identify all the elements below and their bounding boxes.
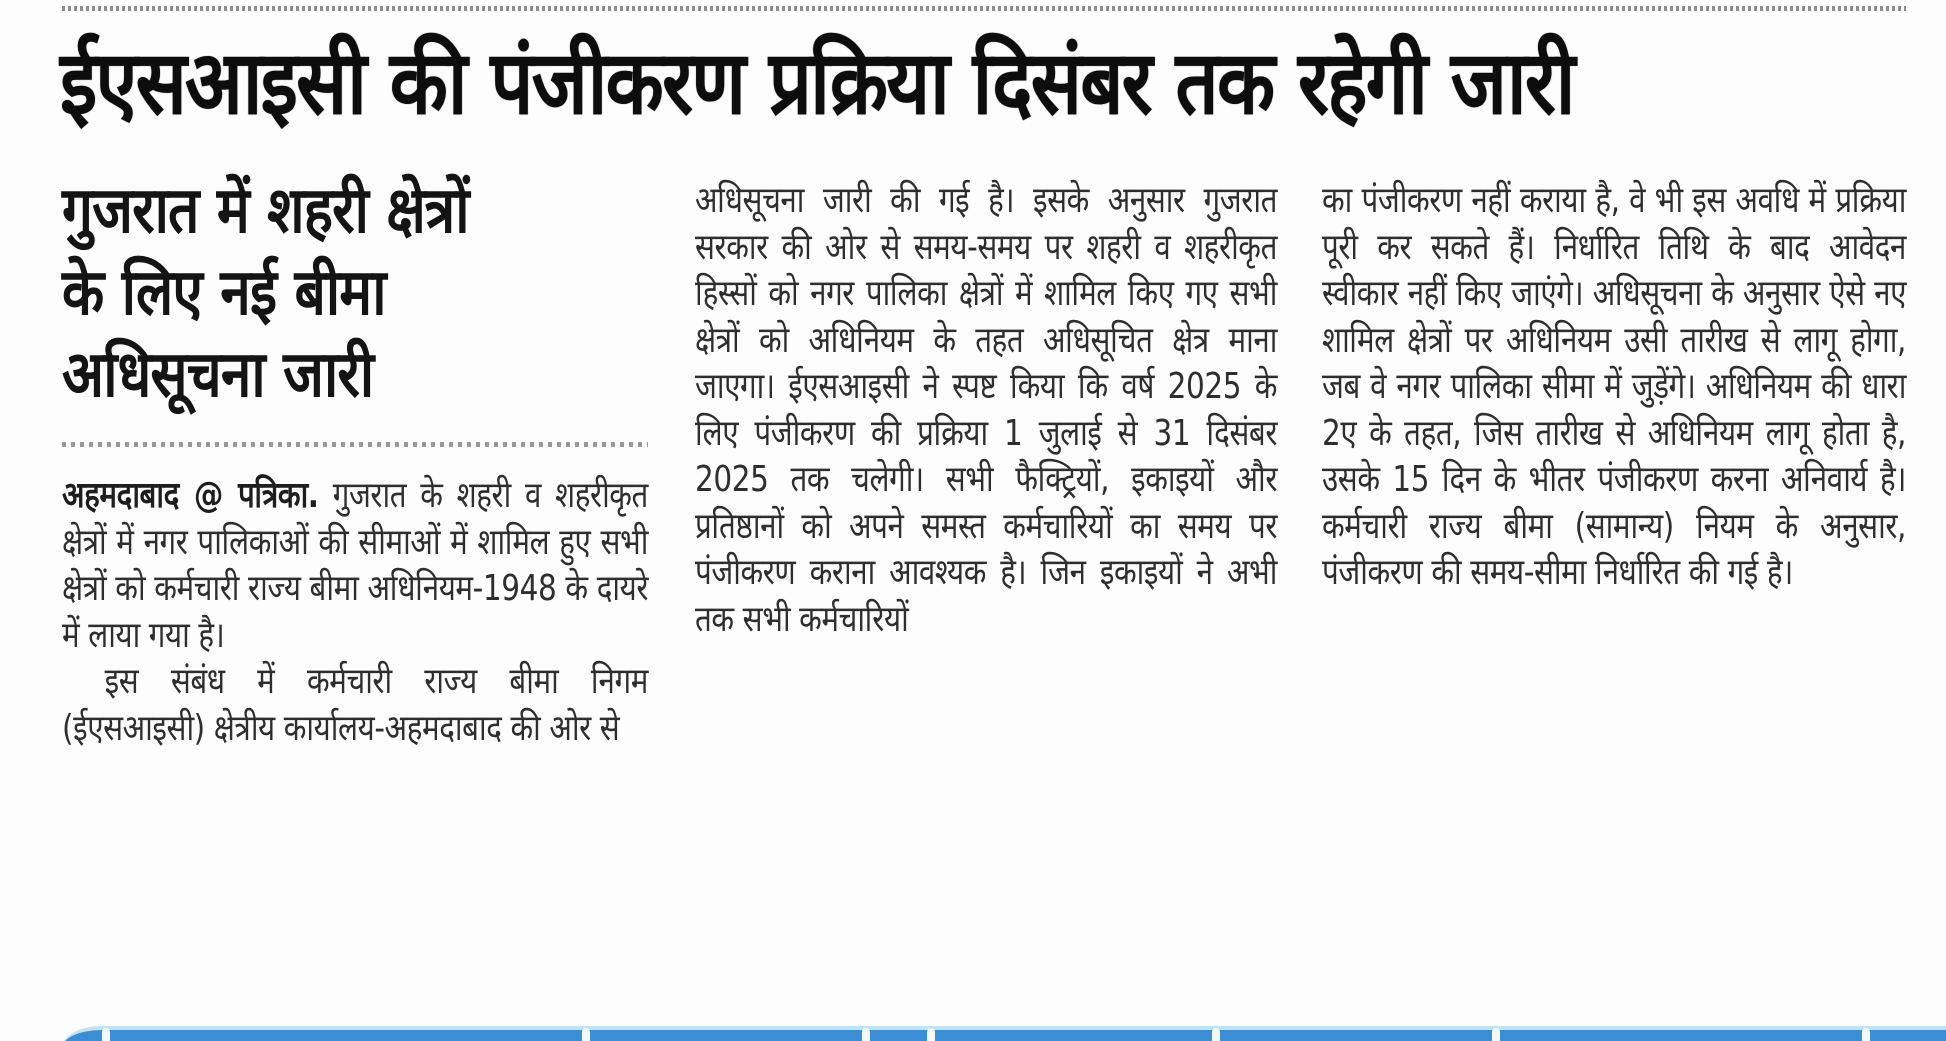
right-column-text: का पंजीकरण नहीं कराया है, वे भी इस अवधि में प्रक्रिया पूरी कर सकते हैं। निर्धारित तिथि के बाद आवेदन स्वीकार नहीं किए जाएंगे। अधिसूचना के अनुसार ऐसे नए शामिल क्षेत्रों पर अधिनियम उसी तारीख से लागू होगा, जब वे नगर पालिका सीमा में जुड़ेंगे। अधिनियम की धारा 2ए के तहत, जिस तारीख से अधिनियम लागू होता है, उसके 15 दिन के भीतर पंजीकरण करना अनिवार्य है। कर्मचारी राज्य बीमा (सामान्य) नियम के अनुसार, पंजीकरण की समय-सीमा निर्धारित की गई है। xyxy=(1322,180,1906,593)
subheadline-text xyxy=(62,170,648,416)
subheadline-line-1: गुजरात में शहरी क्षेत्रों xyxy=(62,174,469,248)
subheadline-dotted-rule xyxy=(62,442,648,447)
paragraph-2: इस संबंध में कर्मचारी राज्य बीमा निगम (ईएसआइसी) क्षेत्रीय कार्यालय-अहमदाबाद की ओर से xyxy=(62,661,648,749)
bottom-blue-banner xyxy=(62,1026,1946,1041)
dateline: अहमदाबाद @ पत्रिका. xyxy=(62,475,319,516)
article-column-middle xyxy=(695,178,1277,643)
subheadline xyxy=(62,170,648,416)
left-column-body xyxy=(62,473,648,752)
paragraph-lead xyxy=(62,473,648,659)
article-column-left xyxy=(62,174,648,752)
middle-column-text: अधिसूचना जारी की गई है। इसके अनुसार गुजरात सरकार की ओर से समय-समय पर शहरी व शहरीकृत हिस्सों को नगर पालिका क्षेत्रों में शामिल किए गए सभी क्षेत्रों को अधिनियम के तहत अधिसूचित क्षेत्र माना जाएगा। ईएसआइसी ने स्पष्ट किया कि वर्ष 2025 के लिए पंजीकरण की प्रक्रिया 1 जुलाई से 31 दिसंबर 2025 तक चलेगी। सभी फैक्ट्रियों, इकाइयों और प्रतिष्ठानों को अपने समस्त कर्मचारियों का समय पर पंजीकरण कराना आवश्यक है। जिन इकाइयों ने अभी तक सभी कर्मचारियों xyxy=(695,180,1277,640)
headline: ईएसआइसी की पंजीकरण प्रक्रिया दिसंबर तक रहेगी जारी xyxy=(60,31,1574,134)
subheadline-line-3: अधिसूचना जारी xyxy=(62,338,374,412)
article-column-right xyxy=(1322,178,1906,597)
lead-text: गुजरात के शहरी व शहरीकृत क्षेत्रों में नगर पालिकाओं की सीमाओं में शामिल हुए सभी क्षेत्रों को कर्मचारी राज्य बीमा अधिनियम-1948 के दायरे में लाया गया है। xyxy=(62,475,648,656)
top-dotted-rule xyxy=(62,6,1906,11)
subheadline-line-2: के लिए नई बीमा xyxy=(62,256,386,330)
banner-cropped-glyphs xyxy=(62,1024,1946,1041)
